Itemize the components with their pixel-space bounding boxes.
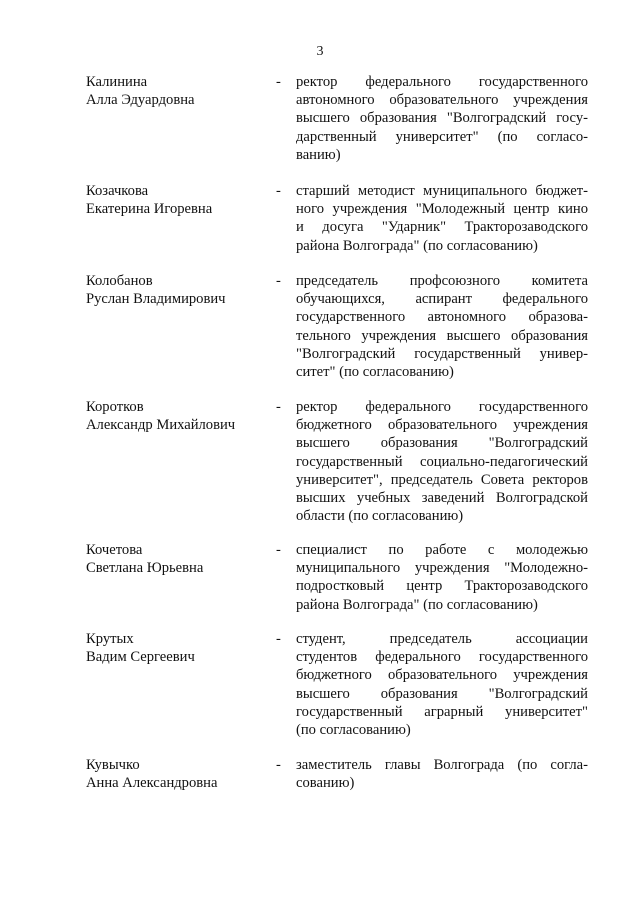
member-given-names: Светлана Юрьевна <box>86 560 204 577</box>
description-line: района Волгограда" (по согласованию) <box>296 596 538 613</box>
member-name <box>86 182 271 218</box>
description-line: сованию) <box>296 775 355 792</box>
member-surname: Крутых <box>86 631 134 647</box>
description-line: ванию) <box>296 146 341 163</box>
member-description <box>296 398 588 525</box>
description-line: и досуга "Ударник" Тракторозаводского <box>296 219 588 236</box>
description-line: подростковый центр Тракторозаводского <box>296 578 588 595</box>
member-given-names: Руслан Владимирович <box>86 291 226 308</box>
member-surname: Калинина <box>86 74 148 90</box>
description-line: специалист по работе с молодежью <box>296 542 588 558</box>
member-description <box>296 630 588 739</box>
member-surname: Колобанов <box>86 273 153 289</box>
description-line: высшего образования "Волгоградский <box>296 435 588 452</box>
description-line: студент, председатель ассоциации <box>296 631 588 647</box>
dash-separator: - <box>276 273 281 289</box>
description-line: старший методист муниципального бюджет- <box>296 183 588 199</box>
description-line: студентов федерального государственного <box>296 649 588 666</box>
description-line: государственный социально-педагогический <box>296 453 588 470</box>
member-description <box>296 541 588 614</box>
description-line: заместитель главы Волгограда (по согла- <box>296 757 588 773</box>
dash-separator: - <box>276 757 281 773</box>
description-line: государственного автономного образова- <box>296 309 588 326</box>
description-line: автономного образовательного учреждения <box>296 92 588 109</box>
member-given-names: Александр Михайлович <box>86 417 236 434</box>
member-given-names: Вадим Сергеевич <box>86 649 195 666</box>
member-name <box>86 272 271 308</box>
member-name <box>86 630 271 666</box>
description-line: обучающихся, аспирант федерального <box>296 291 588 308</box>
description-line: высшего образования "Волгоградский <box>296 685 588 702</box>
member-description <box>296 272 588 381</box>
description-line: района Волгограда" (по согласованию) <box>296 237 538 254</box>
member-name <box>86 756 271 792</box>
member-surname: Кочетова <box>86 542 143 558</box>
member-surname: Козачкова <box>86 183 149 199</box>
description-line: бюджетного образовательного учреждения <box>296 417 588 434</box>
description-line: муниципального учреждения "Молодежно- <box>296 560 588 577</box>
description-line: университет", председатель Совета ректоров <box>296 471 588 488</box>
member-name <box>86 73 271 109</box>
description-line: ректор федерального государственного <box>296 399 588 415</box>
member-description <box>296 182 588 255</box>
dash-separator: - <box>276 542 281 558</box>
dash-separator: - <box>276 183 281 199</box>
member-given-names: Екатерина Игоревна <box>86 201 213 218</box>
description-line: ректор федерального государственного <box>296 74 588 90</box>
description-line: бюджетного образовательного учреждения <box>296 667 588 684</box>
dash-separator: - <box>276 399 281 415</box>
member-surname: Коротков <box>86 399 144 415</box>
description-line: области (по согласованию) <box>296 508 464 525</box>
page-number: 3 <box>316 44 324 59</box>
description-line: председатель профсоюзного комитета <box>296 273 588 289</box>
description-line: высших учебных заведений Волгоградской <box>296 490 588 507</box>
description-line: дарственный университет" (по согласо- <box>296 128 588 145</box>
description-line: ситет" (по согласованию) <box>296 364 454 381</box>
member-description <box>296 73 588 164</box>
description-line: государственный аграрный университет" <box>296 703 588 720</box>
description-line: тельного учреждения высшего образования <box>296 327 588 344</box>
member-description <box>296 756 588 792</box>
dash-separator: - <box>276 631 281 647</box>
member-given-names: Анна Александровна <box>86 775 218 792</box>
description-line: "Волгоградский государственный универ- <box>296 345 588 362</box>
member-name <box>86 541 271 577</box>
dash-separator: - <box>276 74 281 90</box>
member-surname: Кувычко <box>86 757 140 773</box>
description-line: высшего образования "Волгоградский госу- <box>296 110 588 127</box>
description-line: (по согласованию) <box>296 722 411 739</box>
member-name <box>86 398 271 434</box>
description-line: ного учреждения "Молодежный центр кино <box>296 201 588 218</box>
member-given-names: Алла Эдуардовна <box>86 92 195 109</box>
